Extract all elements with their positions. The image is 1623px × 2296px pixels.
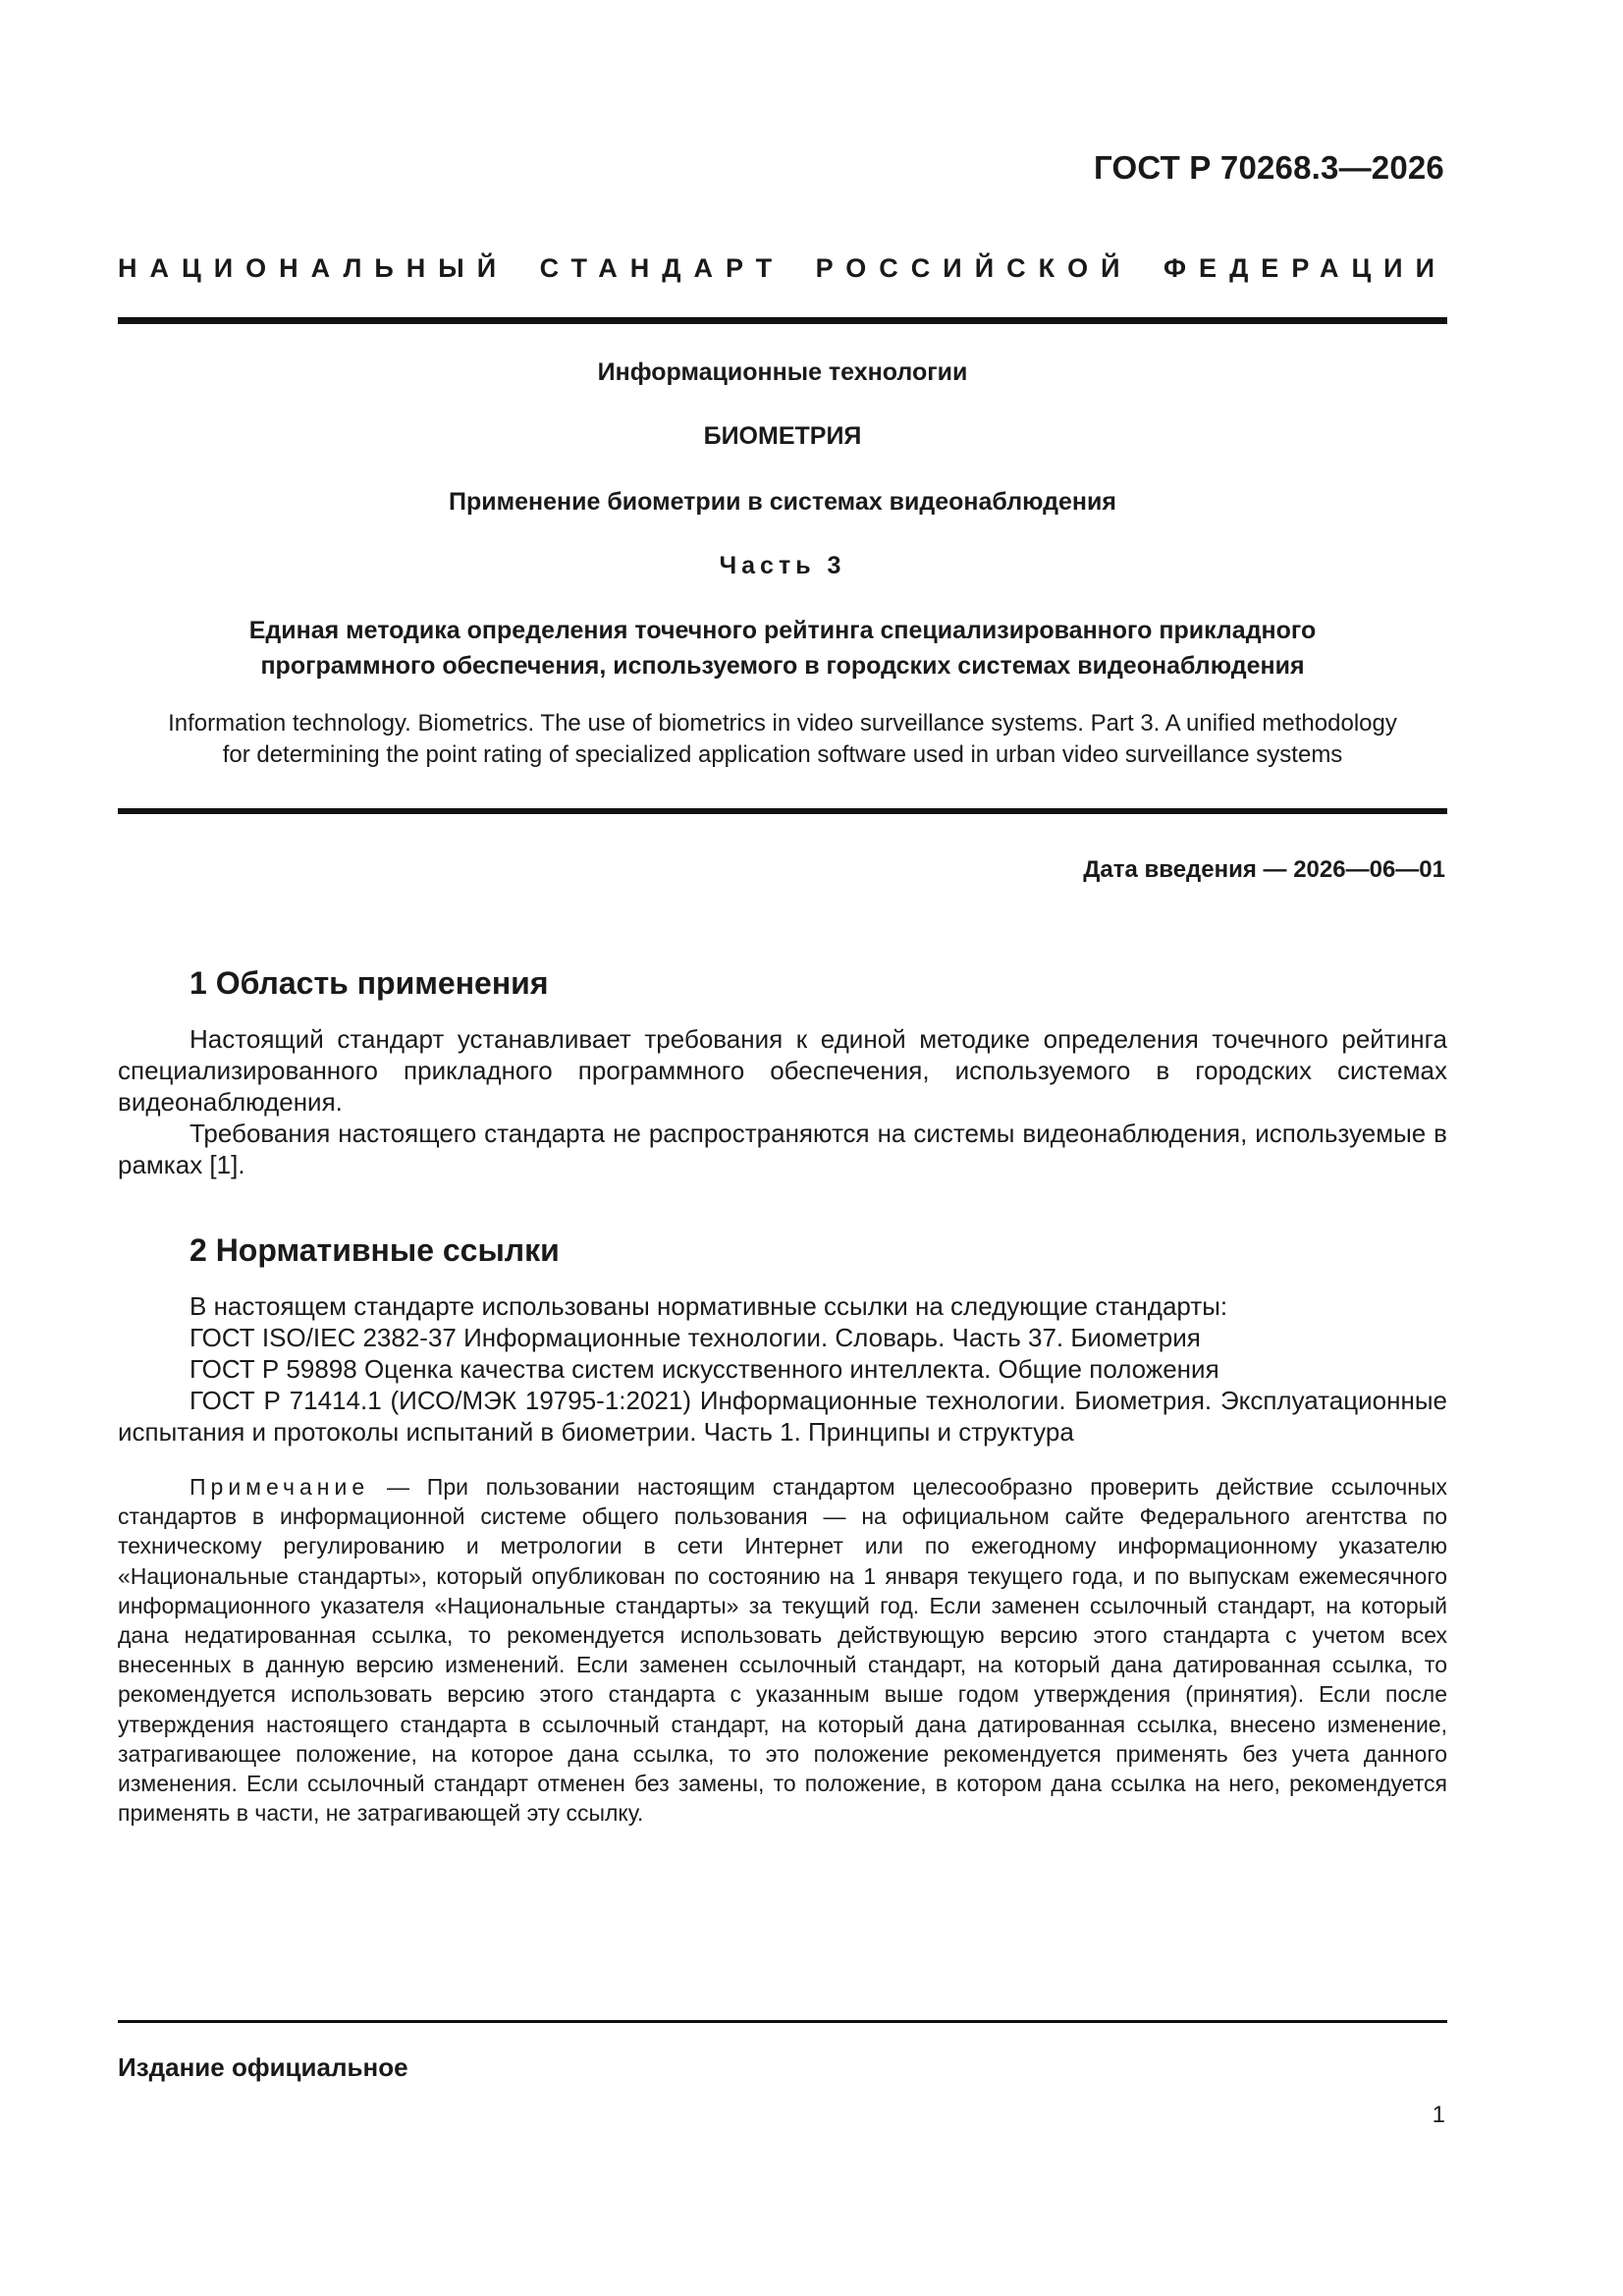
title-line-2: БИОМЕТРИЯ — [703, 422, 862, 450]
title-english-line: for determining the point rating of specialized application software used in urban video surveillance systems — [222, 741, 1343, 768]
paragraph: Требования настоящего стандарта не распространяются на системы видеонаблюдения, используемые в рамках [1]. — [118, 1119, 1447, 1179]
standard-number: ГОСТ Р 70268.3—2026 — [1094, 149, 1444, 186]
banner-word: СТАНДАРТ — [539, 253, 785, 283]
national-standard-banner — [118, 253, 1447, 284]
title-line-3: Применение биометрии в системах видеонаблюдения — [449, 488, 1116, 516]
title-main — [118, 613, 1447, 683]
footer-rule — [118, 2020, 1447, 2023]
title-part: Часть 3 — [719, 552, 846, 579]
title-main-line: программного обеспечения, используемого в городских системах видеонаблюдения — [260, 652, 1305, 680]
official-edition-label: Издание официальное — [118, 2052, 408, 2082]
reference-item: ГОСТ ISO/IEC 2382-37 Информационные технологии. Словарь. Часть 37. Биометрия — [189, 1323, 1201, 1352]
title-line-1: Информационные технологии — [597, 358, 968, 386]
paragraph: В настоящем стандарте использованы нормативные ссылки на следующие стандарты: — [189, 1291, 1228, 1321]
date-of-introduction: Дата введения — 2026—06—01 — [1083, 856, 1445, 883]
note — [118, 1472, 1447, 1828]
section-2-heading: 2 Нормативные ссылки — [189, 1232, 560, 1268]
section-1-body — [118, 1023, 1447, 1180]
title-english — [118, 708, 1447, 771]
note-text: — При пользовании настоящим стандартом целесообразно проверить действие ссылочных стандартов в информационной системе общего пользования — на официальном сайте Федерального агентства по техническому регулированию и метрологии в сети Интернет или по ежегодному информационному указателю «Национальные стандарты», который опубликован по состоянию на 1 января текущего года, и по выпускам ежемесячного информационного указателя «Национальные стандарты» за текущий год. Если заменен ссылочный стандарт, на который дана недатированная ссылка, то рекомендуется использовать действующую версию этого стандарта с учетом всех внесенных в данную версию изменений. Если заменен ссылочный стандарт, на который дана датированная ссылка, то рекомендуется использовать версию этого стандарта с указанным выше годом утверждения (принятия). Если после утверждения настоящего стандарта в ссылочный стандарт, на который дана датированная ссылка, внесено изменение, затрагивающее положение, на которое дана ссылка, то это положение рекомендуется применять без учета данного изменения. Если ссылочный стандарт отменен без замены, то положение, в котором дана ссылка на него, рекомендуется применять в части, не затрагивающей эту ссылку. — [118, 1474, 1447, 1827]
reference-item: ГОСТ Р 59898 Оценка качества систем искусственного интеллекта. Общие положения — [189, 1354, 1219, 1384]
note-lead: Примечание — [189, 1474, 370, 1500]
title-rule — [118, 808, 1447, 814]
banner-word: ФЕДЕРАЦИИ — [1163, 253, 1447, 283]
page-number: 1 — [1432, 2102, 1445, 2128]
reference-item: ГОСТ Р 71414.1 (ИСО/МЭК 19795-1:2021) Информационные технологии. Биометрия. Эксплуатационные испытания и протоколы испытаний в биометрии. Часть 1. Принципы и структура — [118, 1386, 1447, 1447]
section-2-body — [118, 1290, 1447, 1448]
banner-word: НАЦИОНАЛЬНЫЙ — [118, 253, 510, 283]
paragraph: Настоящий стандарт устанавливает требования к единой методике определения точечного рейтинга специализированного прикладного программного обеспечения, используемого в городских системах видеонаблюдения. — [118, 1024, 1447, 1117]
title-main-line: Единая методика определения точечного рейтинга специализированного прикладного — [248, 617, 1317, 644]
header-rule — [118, 317, 1447, 324]
title-english-line: Information technology. Biometrics. The use of biometrics in video surveillance systems. Part 3. A unified methodology — [168, 710, 1397, 737]
section-1-heading: 1 Область применения — [189, 965, 549, 1001]
banner-word: РОССИЙСКОЙ — [815, 253, 1133, 283]
